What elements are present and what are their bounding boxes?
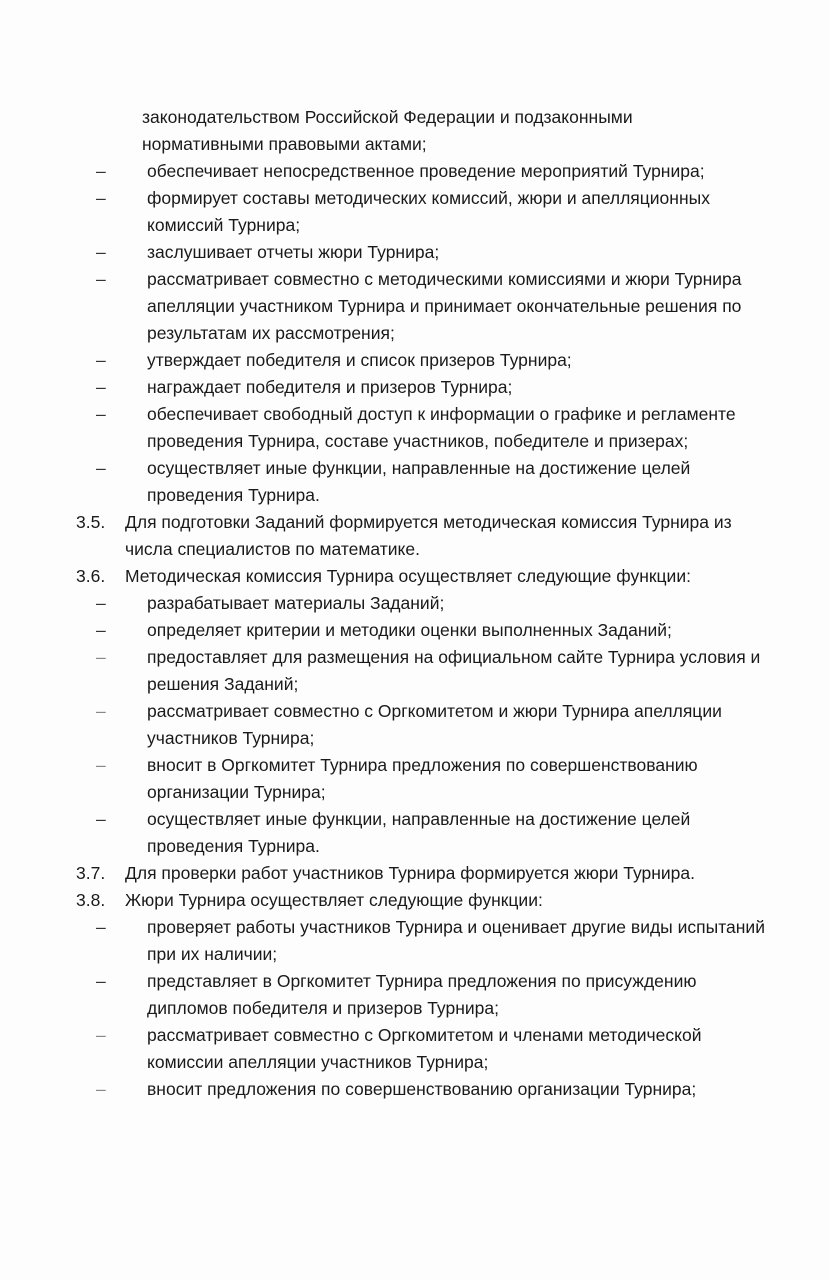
text-line: утверждает победителя и список призеров Турнира; <box>147 350 572 370</box>
text-line: числа специалистов по математике. <box>125 539 421 559</box>
text-line: дипломов победителя и призеров Турнира; <box>147 998 499 1018</box>
list-item <box>0 914 829 968</box>
continuation-paragraph <box>142 104 829 158</box>
list-item <box>0 617 829 644</box>
text-line: нормативными правовыми актами; <box>142 134 427 154</box>
text-line: Для подготовки Заданий формируется методическая комиссия Турнира из <box>125 512 732 532</box>
section-3-6 <box>0 563 829 590</box>
dash-marker: – <box>96 188 106 208</box>
section-number: 3.6. <box>76 566 106 586</box>
text-line: награждает победителя и призеров Турнира; <box>147 377 513 397</box>
text-line: проведения Турнира. <box>147 485 320 505</box>
list-item <box>0 455 829 509</box>
section-3-8 <box>0 887 829 914</box>
text-line: комиссий Турнира; <box>147 215 301 235</box>
list-item <box>0 185 829 239</box>
section-number: 3.5. <box>76 512 106 532</box>
list-item <box>0 698 829 752</box>
dash-marker: – <box>96 161 106 181</box>
dash-marker: – <box>96 647 106 667</box>
text-line: проведения Турнира, составе участников, победителе и призерах; <box>147 431 689 451</box>
dash-marker: – <box>96 404 106 424</box>
dash-marker: – <box>96 809 106 829</box>
orgkomitet-function-list <box>0 158 829 509</box>
text-line: разрабатывает материалы Заданий; <box>147 593 445 613</box>
text-line: решения Заданий; <box>147 674 299 694</box>
dash-marker: – <box>96 755 106 775</box>
list-item <box>0 806 829 860</box>
dash-marker: – <box>96 377 106 397</box>
text-line: вносит предложения по совершенствованию организации Турнира; <box>147 1079 697 1099</box>
dash-marker: – <box>96 350 106 370</box>
document-body <box>0 104 829 1103</box>
text-line: представляет в Оргкомитет Турнира предложения по присуждению <box>147 971 697 991</box>
text-line: результатам их рассмотрения; <box>147 323 395 343</box>
dash-marker: – <box>96 269 106 289</box>
text-line: законодательством Российской Федерации и подзаконными <box>142 107 633 127</box>
text-line: Для проверки работ участников Турнира формируется жюри Турнира. <box>125 863 696 883</box>
text-line: определяет критерии и методики оценки выполненных Заданий; <box>147 620 672 640</box>
section-number: 3.7. <box>76 863 106 883</box>
dash-marker: – <box>96 701 106 721</box>
dash-marker: – <box>96 917 106 937</box>
list-item <box>0 239 829 266</box>
text-line: при их наличии; <box>147 944 278 964</box>
text-line: обеспечивает непосредственное проведение мероприятий Турнира; <box>147 161 705 181</box>
jury-function-list <box>0 914 829 1103</box>
section-3-5 <box>0 509 829 563</box>
text-line: рассматривает совместно с методическими комиссиями и жюри Турнира <box>147 269 742 289</box>
text-line: Методическая комиссия Турнира осуществляет следующие функции: <box>125 566 691 586</box>
text-line: Жюри Турнира осуществляет следующие функции: <box>125 890 543 910</box>
dash-marker: – <box>96 1025 106 1045</box>
text-line: осуществляет иные функции, направленные на достижение целей <box>147 458 691 478</box>
list-item <box>0 1076 829 1103</box>
text-line: апелляции участником Турнира и принимает окончательные решения по <box>147 296 742 316</box>
text-line: осуществляет иные функции, направленные на достижение целей <box>147 809 691 829</box>
dash-marker: – <box>96 242 106 262</box>
list-item <box>0 374 829 401</box>
section-3-7 <box>0 860 829 887</box>
text-line: предоставляет для размещения на официальном сайте Турнира условия и <box>147 647 761 667</box>
list-item <box>0 752 829 806</box>
dash-marker: – <box>96 1079 106 1099</box>
dash-marker: – <box>96 458 106 478</box>
list-item <box>0 590 829 617</box>
list-item <box>0 266 829 347</box>
text-line: рассматривает совместно с Оргкомитетом и членами методической <box>147 1025 702 1045</box>
list-item <box>0 968 829 1022</box>
section-number: 3.8. <box>76 890 106 910</box>
text-line: заслушивает отчеты жюри Турнира; <box>147 242 440 262</box>
text-line: организации Турнира; <box>147 782 326 802</box>
method-commission-function-list <box>0 590 829 860</box>
text-line: формирует составы методических комиссий, жюри и апелляционных <box>147 188 710 208</box>
list-item <box>0 644 829 698</box>
list-item <box>0 401 829 455</box>
text-line: проведения Турнира. <box>147 836 320 856</box>
text-line: участников Турнира; <box>147 728 315 748</box>
list-item <box>0 158 829 185</box>
list-item <box>0 347 829 374</box>
text-line: обеспечивает свободный доступ к информации о графике и регламенте <box>147 404 736 424</box>
text-line: рассматривает совместно с Оргкомитетом и жюри Турнира апелляции <box>147 701 722 721</box>
text-line: комиссии апелляции участников Турнира; <box>147 1052 489 1072</box>
dash-marker: – <box>96 971 106 991</box>
dash-marker: – <box>96 620 106 640</box>
list-item <box>0 1022 829 1076</box>
text-line: проверяет работы участников Турнира и оценивает другие виды испытаний <box>147 917 765 937</box>
text-line: вносит в Оргкомитет Турнира предложения по совершенствованию <box>147 755 698 775</box>
dash-marker: – <box>96 593 106 613</box>
